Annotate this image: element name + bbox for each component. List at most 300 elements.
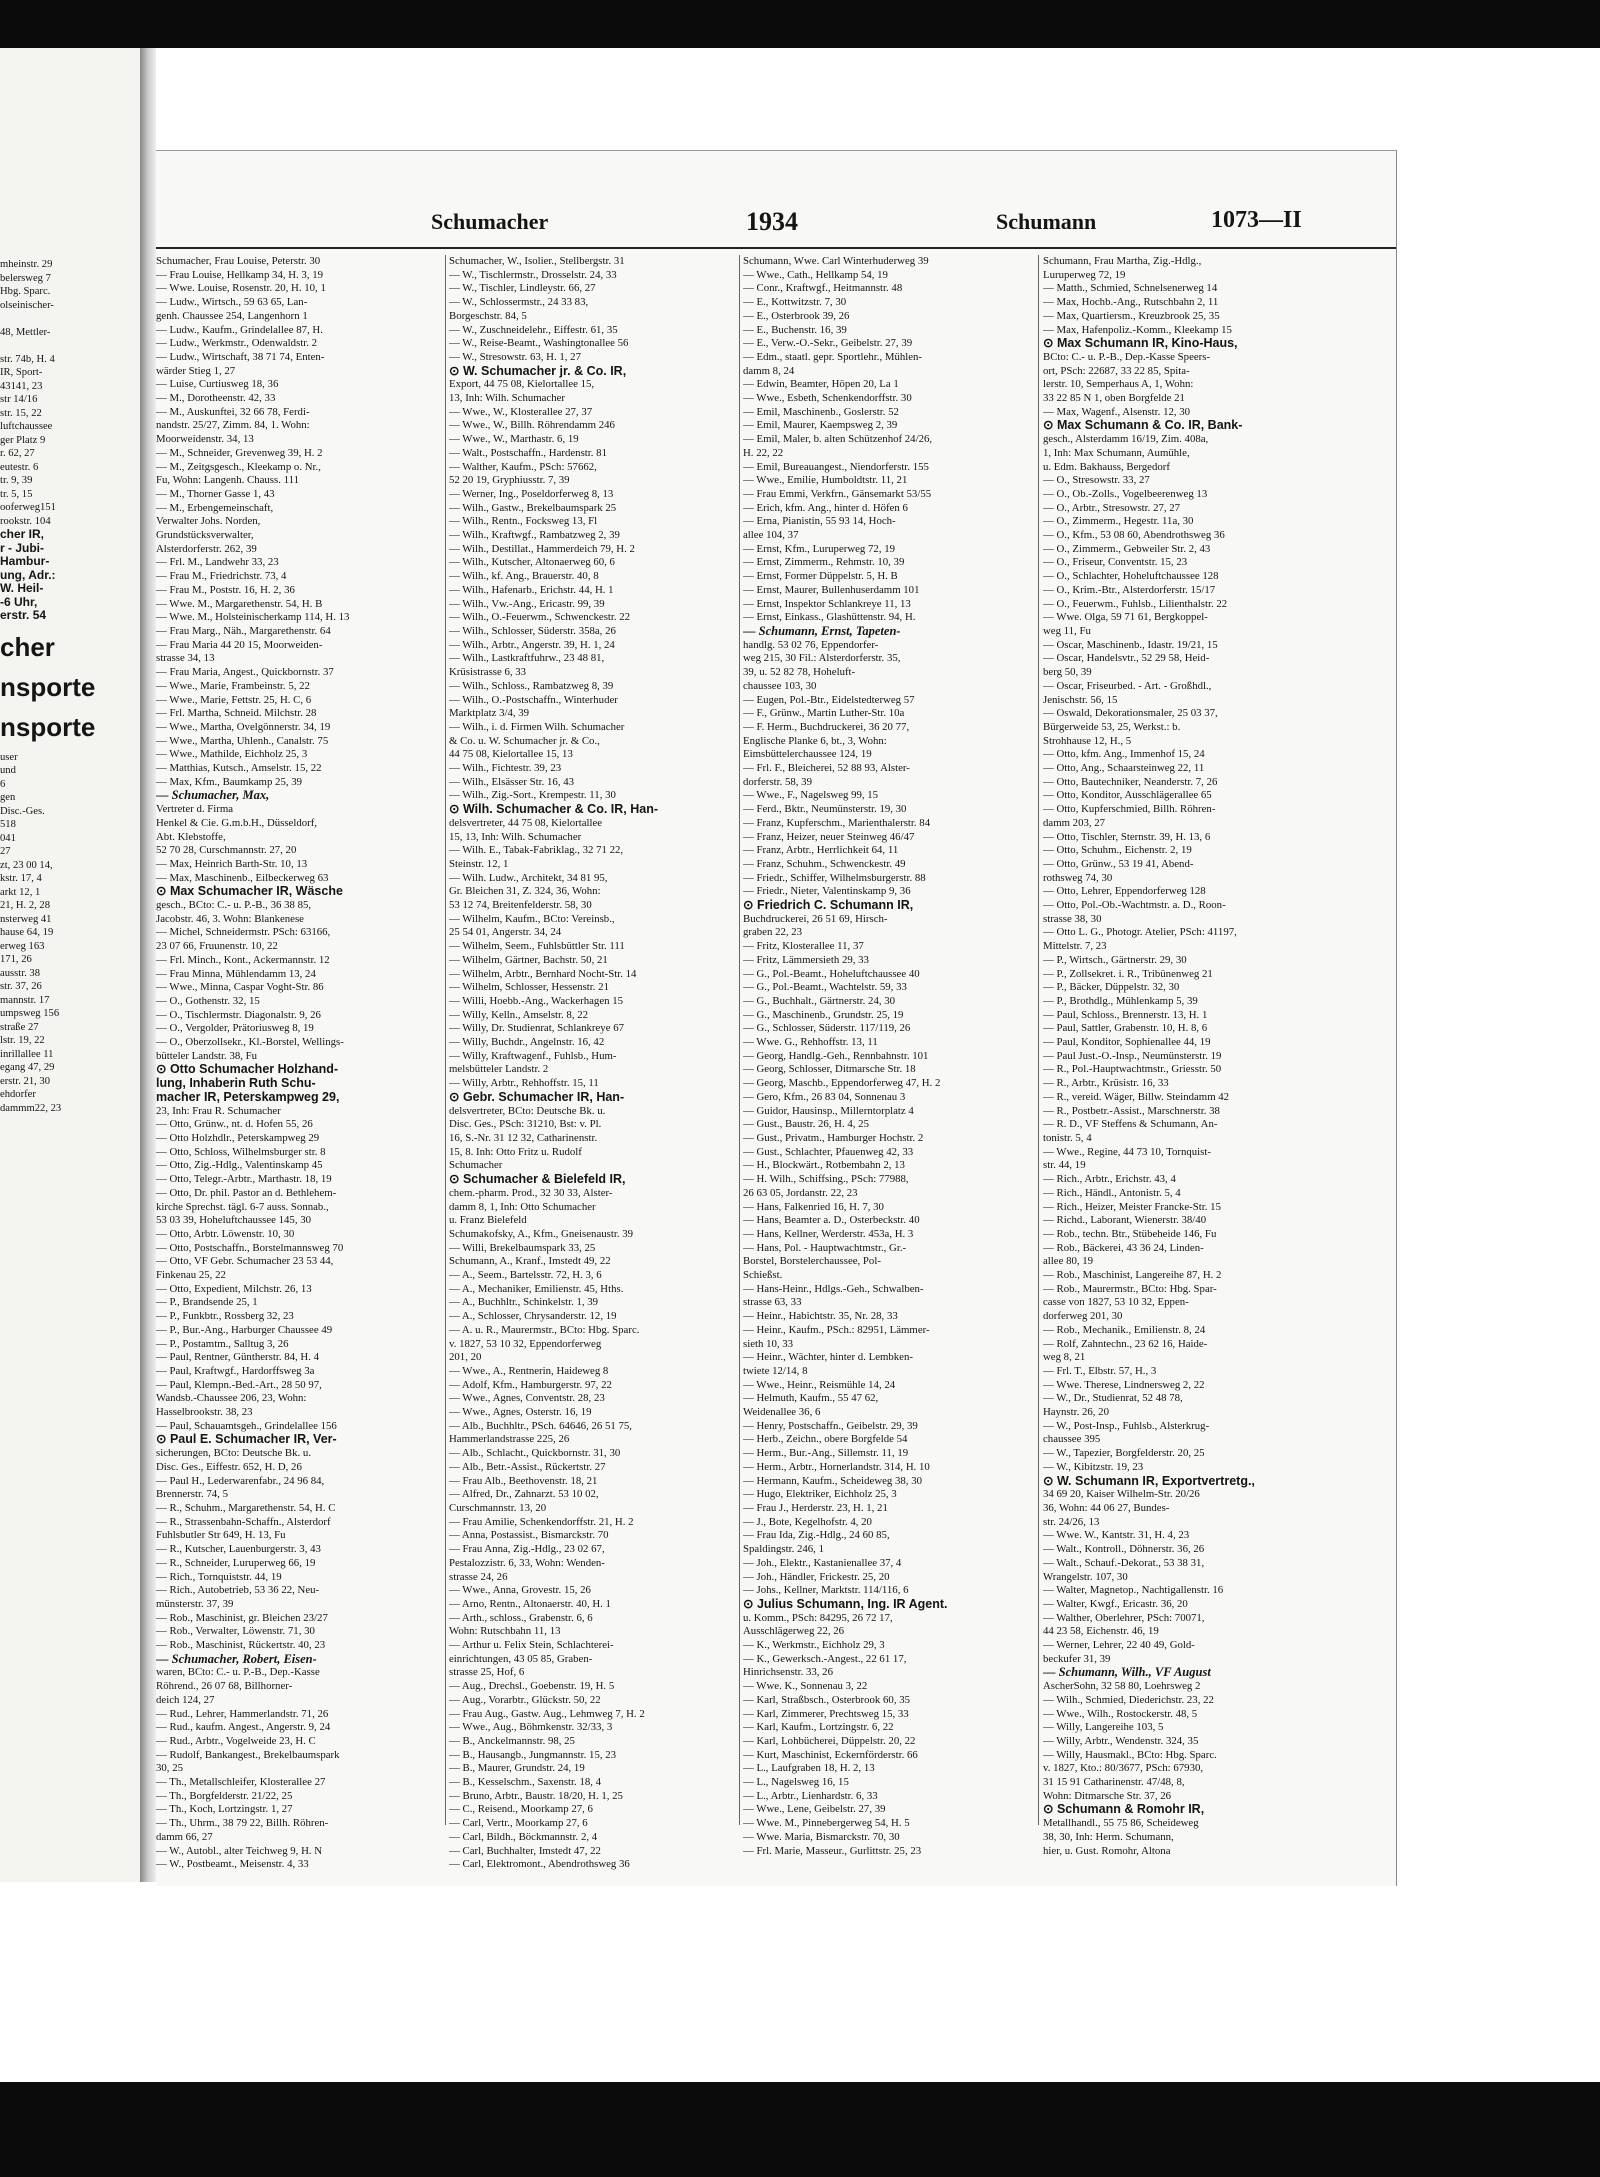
directory-entry: u. Edm. Bakhauss, Bergedorf [1043,460,1170,473]
directory-page [156,150,1397,1886]
directory-entry: — Wilh., Schloss., Rambatzweg 8, 39 [449,679,614,692]
directory-entry: — Willy, Kelln., Amselstr. 8, 22 [449,1008,589,1021]
directory-entry: — P., Wirtsch., Gärtnerstr. 29, 30 [1043,953,1187,966]
directory-entry: — Wilhelm, Schlosser, Hessenstr. 21 [449,981,609,994]
directory-entry: Buchdruckerei, 26 51 69, Hirsch- [743,912,888,925]
directory-entry: — Wilh., i. d. Firmen Wilh. Schumacher [449,720,625,733]
directory-entry: — Otto, kfm. Ang., Immenhof 15, 24 [1043,748,1205,761]
directory-entry: str. 44, 19 [1043,1159,1086,1172]
directory-entry: 23 07 66, Fruunenstr. 10, 22 [156,940,278,953]
directory-entry: damm 8, 24 [743,364,795,377]
directory-entry: — Wilh., Rentn., Focksweg 13, Fl [449,515,598,528]
directory-entry: — R., Kutscher, Lauenburgerstr. 3, 43 [156,1543,321,1556]
directory-entry: — W., Reise-Beamt., Washingtonallee 56 [449,337,629,350]
directory-entry: bütteler Landstr. 38, Fu [156,1049,258,1062]
directory-entry: — Frl. Marie, Masseur., Gurlittstr. 25, 23 [743,1844,922,1857]
previous-page-ad: nsporte [0,671,96,702]
directory-entry: — Otto, Kupferschmied, Billh. Röhren- [1043,803,1216,816]
directory-entry: Haynstr. 26, 20 [1043,1406,1109,1419]
directory-entry: — Alfred, Dr., Zahnarzt. 53 10 02, [449,1488,599,1501]
directory-entry: — Paul, Schauamtsgeh., Grindelallee 156 [156,1419,337,1432]
directory-entry: — Fritz, Lämmersieth 29, 33 [743,953,869,966]
previous-page-line: umpsweg 156 [0,1008,60,1019]
directory-entry: Wrangelstr. 107, 30 [1043,1570,1128,1583]
column-separator [445,255,446,1825]
directory-entry: allee 80, 19 [1043,1255,1094,1268]
directory-entry: Disc. Ges., PSch: 31210, Bst: v. Pl. [449,1118,602,1131]
directory-entry: — Ernst, Einkass., Glashüttenstr. 94, H. [743,611,916,624]
directory-entry: — F., Grünw., Martin Luther-Str. 10a [743,707,905,720]
header-year: 1934 [746,207,798,236]
directory-entry: — Otto, Zig.-Hdlg., Valentinskamp 45 [156,1159,323,1172]
directory-entry: — E., Buchenstr. 16, 39 [743,323,847,336]
directory-entry: — R., Arbtr., Krüsistr. 16, 33 [1043,1077,1169,1090]
directory-entry: v. 1827, Kto.: 80/3677, PSch: 67930, [1043,1762,1204,1775]
directory-entry: damm 8, 1, Inh: Otto Schumacher [449,1200,596,1213]
previous-page-line: mheinstr. 29 [0,259,53,270]
directory-entry: rothsweg 74, 30 [1043,871,1113,884]
directory-entry: — Frau Emmi, Verkfrn., Gänsemarkt 53/55 [743,487,932,500]
directory-entry: chem.-pharm. Prod., 32 30 33, Alster- [449,1186,613,1199]
directory-entry: — Frau Ida, Zig.-Hdlg., 24 60 85, [743,1529,890,1542]
directory-entry: dorferstr. 58, 39 [743,775,812,788]
directory-entry: — Kurt, Maschinist, Eckernförderstr. 66 [743,1748,918,1761]
previous-page-line: gen [0,792,16,803]
directory-entry: — Wwe. Louise, Rosenstr. 20, H. 10, 1 [156,282,326,295]
directory-entry: Englische Planke 6, bt., 3, Wohn: [743,734,887,747]
previous-page-edge [0,48,152,1882]
directory-entry: — K., Gewerksch.-Angest., 22 61 17, [743,1652,907,1665]
directory-entry: — Emil, Maschinenb., Goslerstr. 52 [743,405,899,418]
firm-entry: — Schumacher, Robert, Eisen- [156,1652,317,1666]
previous-page-line: user [0,751,18,763]
directory-entry: — B., Kesselschm., Saxenstr. 18, 4 [449,1776,602,1789]
previous-page-line: belersweg 7 [0,272,51,284]
directory-entry: — Wilh., Zig.-Sort., Krempestr. 11, 30 [449,789,616,802]
directory-entry: Bürgerweide 53, 25, Werkst.: b. [1043,720,1181,733]
directory-entry: — Otto, Pol.-Ob.-Wachtmstr. a. D., Roon- [1043,899,1226,912]
directory-entry: Wohn: Ditmarsche Str. 37, 26 [1043,1789,1172,1802]
directory-entry: — Arth., schloss., Grabenstr. 6, 6 [449,1611,593,1624]
directory-entry: — Aug., Drechsl., Goebenstr. 19, H. 5 [449,1680,615,1693]
directory-entry: — Hans, Pol. - Hauptwachtmstr., Gr.- [743,1241,907,1254]
directory-entry: 44 23 58, Eichenstr. 46, 19 [1043,1625,1159,1638]
directory-entry: — Rich., Händl., Antonistr. 5, 4 [1043,1186,1181,1199]
directory-entry: — Wilh., Kutscher, Altonaerweg 60, 6 [449,556,615,569]
book-gutter [140,48,156,1882]
directory-entry: v. 1827, 53 10 32, Eppendorferweg [449,1337,602,1350]
directory-entry: — Hermann, Kaufm., Scheideweg 38, 30 [743,1474,923,1487]
directory-entry: Gr. Bleichen 31, Z. 324, 36, Wohn: [449,885,601,898]
directory-entry: Brennerstr. 74, 5 [156,1488,228,1501]
previous-page-line: str. 74b, H. 4 [0,353,55,365]
header-page-number: 1073—II [1211,207,1302,233]
directory-entry: — Otto, Expedient, Milchstr. 26, 13 [156,1282,312,1295]
directory-entry: strasse 25, Hof, 6 [449,1666,525,1679]
scan-border-top [0,0,1600,48]
directory-entry: — Max, Heinrich Barth-Str. 10, 13 [156,857,308,870]
directory-entry: Krüsistrasse 6, 33 [449,666,527,679]
directory-entry: 53 03 39, Hoheluftchaussee 145, 30 [156,1214,312,1227]
previous-page-line: straße 27 [0,1021,39,1033]
directory-entry: u. Komm., PSch: 84295, 26 72 17, [743,1611,893,1624]
previous-page-heading: -6 Uhr, [0,595,38,609]
directory-entry: — Ferd., Bktr., Neumünsterstr. 19, 30 [743,803,907,816]
previous-page-line [0,312,145,326]
directory-entry: — M., Erbengemeinschaft, [156,501,274,514]
directory-entry: — Helmuth, Kaufm., 55 47 62, [743,1392,879,1405]
directory-entry: — Wilh., Kraftwgf., Rambatzweg 2, 39 [449,529,620,542]
directory-entry: — E., Osterbrook 39, 26 [743,309,850,322]
directory-entry: — G., Maschinenb., Grundstr. 25, 19 [743,1008,904,1021]
previous-page-line: erweg 163 [0,940,45,952]
previous-page-line: str. 15, 22 [0,407,42,419]
directory-entry: — Ludw., Kaufm., Grindelallee 87, H. [156,323,323,336]
directory-entry: Verwalter Johs. Norden, [156,515,261,528]
directory-entry: — Adolf, Kfm., Hamburgerstr. 97, 22 [449,1378,612,1391]
directory-entry: — Karl, Kaufm., Lortzingstr. 6, 22 [743,1721,894,1734]
page-header [156,209,1396,243]
directory-entry: — Paul, Schloss., Brennerstr. 13, H. 1 [1043,1008,1208,1021]
directory-entry: — Johs., Kellner, Marktstr. 114/116, 6 [743,1584,909,1597]
directory-entry: — Wwe., Emilie, Humboldtstr. 11, 21 [743,474,908,487]
directory-entry: chaussee 395 [1043,1433,1101,1446]
previous-page-heading: r - Jubi- [0,541,44,555]
firm-entry: macher IR, Peterskampweg 29, [156,1090,340,1104]
directory-entry: — Th., Uhrm., 38 79 22, Billh. Röhren- [156,1817,329,1830]
directory-entry: — Henry, Postschaffn., Geibelstr. 29, 39 [743,1419,918,1432]
directory-entry: — Frau Marg., Näh., Margarethenstr. 64 [156,624,331,637]
directory-entry: — Richd., Laborant, Wienerstr. 38/40 [1043,1214,1207,1227]
directory-entry: — Frl. Minch., Kont., Ackermannstr. 12 [156,953,330,966]
directory-entry: — R., Postbetr.-Assist., Marschnerstr. 38 [1043,1104,1220,1117]
previous-page-line: olseinischer- [0,299,54,311]
firm-entry: ⊙ Schumacher & Bielefeld IR, [449,1173,626,1187]
directory-entry: münsterstr. 37, 39 [156,1597,234,1610]
directory-entry: — Carl, Bildh., Böckmannstr. 2, 4 [449,1830,598,1843]
directory-entry: Spaldingstr. 246, 1 [743,1543,824,1556]
directory-entry: — Wwe., Wilh., Rostockerstr. 48, 5 [1043,1707,1198,1720]
previous-page-line: ger Platz 9 [0,434,46,446]
directory-entry: Eimsbüttelerchaussee 124, 19 [743,748,872,761]
directory-entry: — Wwe., Esbeth, Schenkendorffstr. 30 [743,392,912,405]
directory-entry: — Ernst, Inspektor Schlankreye 11, 13 [743,597,911,610]
previous-page-line: dammm22, 23 [0,1102,62,1114]
directory-entry: — O., Arbtr., Stresowstr. 27, 27 [1043,501,1181,514]
directory-entry: 39, u. 52 82 78, Hoheluft- [743,666,856,679]
directory-entry: — Rich., Autobetrieb, 53 36 22, Neu- [156,1584,320,1597]
previous-page-heading: erstr. 54 [0,609,47,622]
previous-page-heading: Hambur- [0,555,50,568]
directory-entry: Hinrichsenstr. 33, 26 [743,1666,833,1679]
directory-entry: Fuhlsbutler Str 649, H. 13, Fu [156,1529,286,1542]
header-right-word: Schumann [996,209,1097,234]
directory-entry: Schumakofsky, A., Kfm., Gneisenaustr. 39 [449,1227,634,1240]
firm-entry: ⊙ Max Schumann & Co. IR, Bank- [1043,419,1243,433]
directory-entry: — C., Reisend., Moorkamp 27, 6 [449,1803,593,1816]
directory-entry: — Anna, Postassist., Bismarckstr. 70 [449,1529,609,1542]
directory-entry: weg 11, Fu [1043,624,1091,637]
directory-entry: handlg. 53 02 76, Eppendorfer- [743,638,879,651]
directory-entry: — Wwe., Cath., Hellkamp 54, 19 [743,268,888,281]
directory-entry: — O., Vergolder, Prätoriusweg 8, 19 [156,1022,314,1035]
directory-entry: — Rich., Tornquiststr. 44, 19 [156,1570,282,1583]
directory-entry: — Rob., Mechanik., Emilienstr. 8, 24 [1043,1323,1206,1336]
directory-entry: — Georg, Maschb., Eppendorferweg 47, H. 2 [743,1077,941,1090]
directory-entry: — Wilh., Fichtestr. 39, 23 [449,762,562,775]
scan-border-bottom [0,2082,1600,2177]
previous-page-heading: cher IR, [0,528,45,541]
directory-entry: delsvertreter, BCto: Deutsche Bk. u. [449,1104,606,1117]
directory-entry: — Franz, Arbtr., Herrlichkeit 64, 11 [743,844,899,857]
directory-entry: — Wwe., Minna, Caspar Voght-Str. 86 [156,981,324,994]
column-separator [739,255,740,1825]
directory-entry: — Willy, Dr. Studienrat, Schlankreye 67 [449,1022,624,1035]
directory-entry: — M., Thorner Gasse 1, 43 [156,487,275,500]
previous-page-line: rookstr. 104 [0,515,51,527]
directory-entry: — Gust., Schlachter, Pfauenweg 42, 33 [743,1145,914,1158]
directory-entry: — Wwe., Aug., Böhmkenstr. 32/33, 3 [449,1721,613,1734]
directory-entry: 26 63 05, Jordanstr. 22, 23 [743,1186,858,1199]
directory-entry: — Wwe., Martha, Ovelgönnerstr. 34, 19 [156,720,331,733]
directory-entry: — O., Feuerwm., Fuhlsb., Lilienthalstr. 22 [1043,597,1228,610]
directory-entry: — Wwe., Martha, Uhlenh., Canalstr. 75 [156,734,329,747]
directory-entry: — Franz, Kupferschm., Marienthalerstr. 84 [743,816,931,829]
directory-entry: — Wilhelm, Seem., Fuhlsbüttler Str. 111 [449,940,625,953]
directory-entry: — O., Ob.-Zolls., Vogelbeerenweg 13 [1043,487,1208,500]
directory-entry: Mittelstr. 7, 23 [1043,940,1107,953]
directory-entry: — Paul H., Lederwarenfabr., 24 96 84, [156,1474,325,1487]
directory-entry: — Wwe., W., Klosterallee 27, 37 [449,405,593,418]
directory-entry: strasse 24, 26 [449,1570,508,1583]
directory-entry: — Arno, Rentn., Altonaerstr. 40, H. 1 [449,1597,611,1610]
directory-entry: — Wwe. W., Kantstr. 31, H. 4, 23 [1043,1529,1190,1542]
directory-entry: — Otto, VF Gebr. Schumacher 23 53 44, [156,1255,334,1268]
directory-entry: — O., Stresowstr. 33, 27 [1043,474,1150,487]
directory-entry: wärder Stieg 1, 27 [156,364,236,377]
firm-entry: ⊙ W. Schumacher jr. & Co. IR, [449,364,627,378]
firm-entry: ⊙ Friedrich C. Schumann IR, [743,899,914,913]
directory-entry: — Hans-Heinr., Hdlgs.-Geh., Schwalben- [743,1282,924,1295]
directory-entry: — Wilh., Schlosser, Süderstr. 358a, 26 [449,624,616,637]
directory-entry: — Wilh., Lastkraftfuhrw., 23 48 81, [449,652,605,665]
directory-entry: — Wwe. Therese, Lindnersweg 2, 22 [1043,1378,1205,1391]
directory-entry: Hammerlandstrasse 225, 26 [449,1433,570,1446]
previous-page-ad: cher [0,631,55,662]
directory-entry: — Wilhelm, Gärtner, Bachstr. 50, 21 [449,953,608,966]
directory-entry: Hasselbrookstr. 38, 23 [156,1406,253,1419]
directory-entry: — Willy, Kraftwagenf., Fuhlsb., Hum- [449,1049,617,1062]
directory-entry: — Wwe., Agnes, Conventstr. 28, 23 [449,1392,605,1405]
directory-entry: — Frau Maria, Angest., Quickbornstr. 37 [156,666,334,679]
directory-entry: tonistr. 5, 4 [1043,1132,1092,1144]
directory-column-1 [156,255,441,1872]
directory-entry: strasse 63, 33 [743,1296,802,1309]
directory-entry: — Hans, Falkenried 16, H. 7, 30 [743,1200,884,1213]
previous-page-line: tr. 9, 39 [0,475,33,486]
directory-entry: — Otto, Bautechniker, Neanderstr. 7, 26 [1043,775,1218,788]
directory-entry: — B., Hausangb., Jungmannstr. 15, 23 [449,1748,617,1761]
directory-entry: 53 12 74, Breitenfelderstr. 58, 30 [449,899,592,912]
directory-entry: — Karl, Zimmerer, Prechtsweg 15, 33 [743,1707,909,1720]
directory-entry: — Rob., Maschinist, Rückertstr. 40, 23 [156,1639,326,1652]
directory-entry: damm 203, 27 [1043,816,1106,829]
directory-entry: — O., Zimmerm., Hegestr. 11a, 30 [1043,515,1194,528]
directory-entry: berg 50, 39 [1043,666,1092,679]
directory-entry: Wohn: Rutschbahn 11, 13 [449,1625,561,1638]
directory-entry: — O., Krim.-Btr., Alsterdorferstr. 15/17 [1043,583,1216,596]
directory-entry: — Max, Quartiersm., Kreuzbrook 25, 35 [1043,309,1220,322]
directory-entry: — Matthias, Kutsch., Amselstr. 15, 22 [156,762,322,775]
directory-entry: — Georg, Handlg.-Geh., Rennbahnstr. 101 [743,1049,929,1062]
directory-entry: — R. D., VF Steffens & Schumann, An- [1043,1118,1218,1131]
previous-page-line: 041 [0,832,16,844]
directory-entry: 36, Wohn: 44 06 27, Bundes- [1043,1501,1170,1514]
previous-page-line: kstr. 17, 4 [0,873,42,884]
directory-entry: — Frau Minna, Mühlendamm 13, 24 [156,967,316,980]
directory-entry: — Herb., Zeichn., obere Borgfelde 54 [743,1433,908,1446]
directory-entry: — Rich., Arbtr., Erichstr. 43, 4 [1043,1173,1176,1186]
directory-entry: allee 104, 37 [743,529,799,542]
directory-entry: — Frau M., Poststr. 16, H. 2, 36 [156,583,295,596]
directory-entry: Wandsb.-Chaussee 206, 23, Wohn: [156,1392,307,1405]
directory-entry: — A. u. R., Maurermstr., BCto: Hbg. Sparc. [449,1323,640,1336]
directory-entry: — Rud., Lehrer, Hammerlandstr. 71, 26 [156,1707,329,1720]
directory-entry: — Walther, Oberlehrer, PSch: 70071, [1043,1611,1205,1624]
directory-entry: Luruperweg 72, 19 [1043,268,1126,281]
directory-entry: — Frau M., Friedrichstr. 73, 4 [156,570,287,583]
previous-page-line: IR, Sport- [0,367,43,378]
header-left-word: Schumacher [431,209,549,234]
directory-entry: beckufer 31, 39 [1043,1652,1111,1665]
directory-entry: — Otto, Grünw., 53 19 41, Abend- [1043,857,1194,870]
directory-entry: — Wilhelm, Kaufm., BCto: Vereinsb., [449,912,615,925]
directory-entry: twiete 12/14, 8 [743,1364,808,1377]
directory-entry: — Franz, Heizer, neuer Steinweg 46/47 [743,830,915,843]
directory-entry: gesch., Alsterdamm 16/19, Zim. 408a, [1043,433,1209,446]
previous-page-line: lstr. 19, 22 [0,1035,45,1046]
directory-entry: — Wilh., Schmied, Diederichstr. 23, 22 [1043,1693,1214,1706]
directory-entry: — Karl, Straßbsch., Osterbrook 60, 35 [743,1693,911,1706]
directory-entry: str. 24/26, 13 [1043,1515,1100,1528]
directory-entry: — Otto, Postschaffn., Borstelmannsweg 70 [156,1241,344,1254]
directory-entry: Schießst. [743,1269,783,1282]
directory-entry: — Carl, Buchhalter, Imstedt 47, 22 [449,1844,601,1857]
directory-entry: — Willi, Hoebb.-Ang., Wackerhagen 15 [449,994,624,1007]
directory-entry: — P., Bäcker, Düppelstr. 32, 30 [1043,981,1180,994]
directory-entry: — Rud., Arbtr., Vogelweide 23, H. C [156,1734,316,1747]
directory-entry: — Frl. Martha, Schneid. Milchstr. 28 [156,707,317,720]
directory-entry: — Frau Aug., Gastw. Aug., Lehmweg 7, H. 2 [449,1707,645,1720]
previous-page-line: inrillallee 11 [0,1048,54,1060]
directory-entry: Metallhandl., 55 75 86, Scheideweg [1043,1817,1199,1830]
directory-entry: — Frau Maria 44 20 15, Moorweiden- [156,638,323,651]
directory-entry: — O., Friseur, Conventstr. 15, 23 [1043,556,1188,569]
directory-entry: — Alb., Buchhltr., PSch. 64646, 26 51 75, [449,1419,632,1432]
directory-entry: AscherSohn, 32 58 80, Loehrsweg 2 [1043,1680,1201,1693]
directory-entry: — W., Tischlermstr., Drosselstr. 24, 33 [449,268,617,281]
firm-entry: ⊙ Paul E. Schumacher IR, Ver- [156,1433,337,1447]
directory-entry: — Hans, Beamter a. D., Osterbeckstr. 40 [743,1214,920,1227]
directory-entry: — W., Dr., Studienrat, 52 48 78, [1043,1392,1183,1405]
directory-entry: — Max, Hochb.-Ang., Rutschbahn 2, 11 [1043,296,1219,309]
directory-entry: — L., Arbtr., Lienhardstr. 6, 33 [743,1789,878,1802]
directory-entry: — Edwin, Beamter, Höpen 20, La 1 [743,378,899,391]
directory-entry: — Carl, Elektromont., Abendrothsweg 36 [449,1858,630,1871]
directory-entry: 30, 25 [156,1762,183,1775]
directory-entry: — R., vereid. Wäger, Billw. Steindamm 42 [1043,1090,1230,1103]
directory-entry: lerstr. 10, Semperhaus A, 1, Wohn: [1043,378,1194,391]
directory-entry: — P., Funkbtr., Rossberg 32, 23 [156,1310,294,1323]
previous-page-line: r. 62, 27 [0,448,35,459]
directory-entry: — Max, Wagenf., Alsenstr. 12, 30 [1043,405,1191,418]
directory-entry: — Otto L. G., Photogr. Atelier, PSch: 41197, [1043,926,1237,939]
directory-entry: graben 22, 23 [743,926,803,939]
directory-entry: 52 70 28, Curschmannstr. 27, 20 [156,844,297,857]
directory-entry: — L., Laufgraben 18, H. 2, 13 [743,1762,875,1775]
directory-entry: — Otto, Lehrer, Eppendorferweg 128 [1043,885,1206,898]
directory-entry: Steinstr. 12, 1 [449,857,509,870]
firm-entry: ⊙ Gebr. Schumacher IR, Han- [449,1090,625,1104]
directory-entry: ort, PSch: 22687, 33 22 85, Spita- [1043,364,1190,377]
directory-entry: — O., Oberzollsekr., Kl.-Borstel, Wellings- [156,1036,344,1049]
previous-page-line: ooferweg151 [0,502,56,513]
directory-entry: — Walt., Schauf.-Dekorat., 53 38 31, [1043,1556,1205,1569]
directory-entry: — R., Schuhm., Margarethenstr. 54, H. C [156,1501,336,1514]
directory-entry: 25 54 01, Angerstr. 34, 24 [449,926,562,939]
directory-entry: — Otto, Schloss, Wilhelmsburger str. 8 [156,1145,326,1158]
directory-entry: — Wwe. M., Pinnebergerweg 54, H. 5 [743,1817,910,1830]
directory-entry: weg 8, 21 [1043,1351,1086,1364]
directory-entry: — K., Werkmstr., Eichholz 29, 3 [743,1639,885,1652]
directory-entry: — Wilh., Vw.-Ang., Ericastr. 99, 39 [449,597,605,610]
directory-entry: — P., Zollsekret. i. R., Tribünenweg 21 [1043,967,1213,980]
directory-column-3 [743,255,1028,1858]
directory-entry: — Wilh. E., Tabak-Fabriklag., 32 71 22, [449,844,624,857]
directory-entry: — Wilh. Ludw., Architekt, 34 81 95, [449,871,608,884]
directory-entry: — Ernst, Kfm., Luruperweg 72, 19 [743,542,896,555]
directory-entry: & Co. u. W. Schumacher jr. & Co., [449,734,600,747]
directory-entry: — Ernst, Former Düppelstr. 5, H. B [743,570,898,583]
directory-entry: Schumacher, Frau Louise, Peterstr. 30 [156,255,321,267]
directory-entry: Export, 44 75 08, Kielortallee 15, [449,378,595,391]
directory-entry: — Wilh., Destillat., Hammerdeich 79, H. 2 [449,542,635,555]
directory-entry: — Th., Koch, Lortzingstr. 1, 27 [156,1803,293,1816]
directory-entry: — P., Postamtm., Salltug 3, 26 [156,1337,289,1350]
previous-page-line: nsterweg 41 [0,913,52,925]
directory-entry: — Erich, kfm. Ang., hinter d. Höfen 6 [743,501,908,514]
directory-entry: — H. Wilh., Schiffsing., PSch: 77988, [743,1173,909,1186]
directory-entry: — Wwe. M., Holsteinischerkamp 114, H. 13 [156,611,350,624]
previous-page-line: tr. 5, 15 [0,488,33,500]
directory-entry: Weidenallee 36, 6 [743,1406,821,1419]
directory-entry: 201, 20 [449,1351,482,1364]
directory-entry: — Edm., staatl. gepr. Sportlehr., Mühlen- [743,350,923,363]
directory-entry: — Wwe. K., Sonnenau 3, 22 [743,1680,868,1693]
directory-entry: Jenischstr. 56, 15 [1043,693,1118,706]
directory-entry: — W., Tapezier, Borgfelderstr. 20, 25 [1043,1447,1205,1460]
directory-entry: — W., Postbeamt., Meisenstr. 4, 33 [156,1858,309,1871]
directory-entry: — H., Blockwärt., Rotbembahn 2, 13 [743,1159,905,1172]
directory-entry: — Frl. M., Landwehr 33, 23 [156,556,279,569]
directory-entry: Röhrend., 26 07 68, Billhorner- [156,1680,293,1693]
directory-entry: — Ludw., Werkmstr., Odenwaldstr. 2 [156,337,318,350]
directory-entry: — W., Kibitzstr. 19, 23 [1043,1460,1144,1473]
directory-entry: — W., Zuschneidelehr., Eiffestr. 61, 35 [449,323,618,336]
firm-entry: lung, Inhaberin Ruth Schu- [156,1077,316,1091]
previous-page-line: und [0,765,16,776]
directory-entry: — Paul Just.-O.-Insp., Neumünsterstr. 19 [1043,1049,1222,1062]
